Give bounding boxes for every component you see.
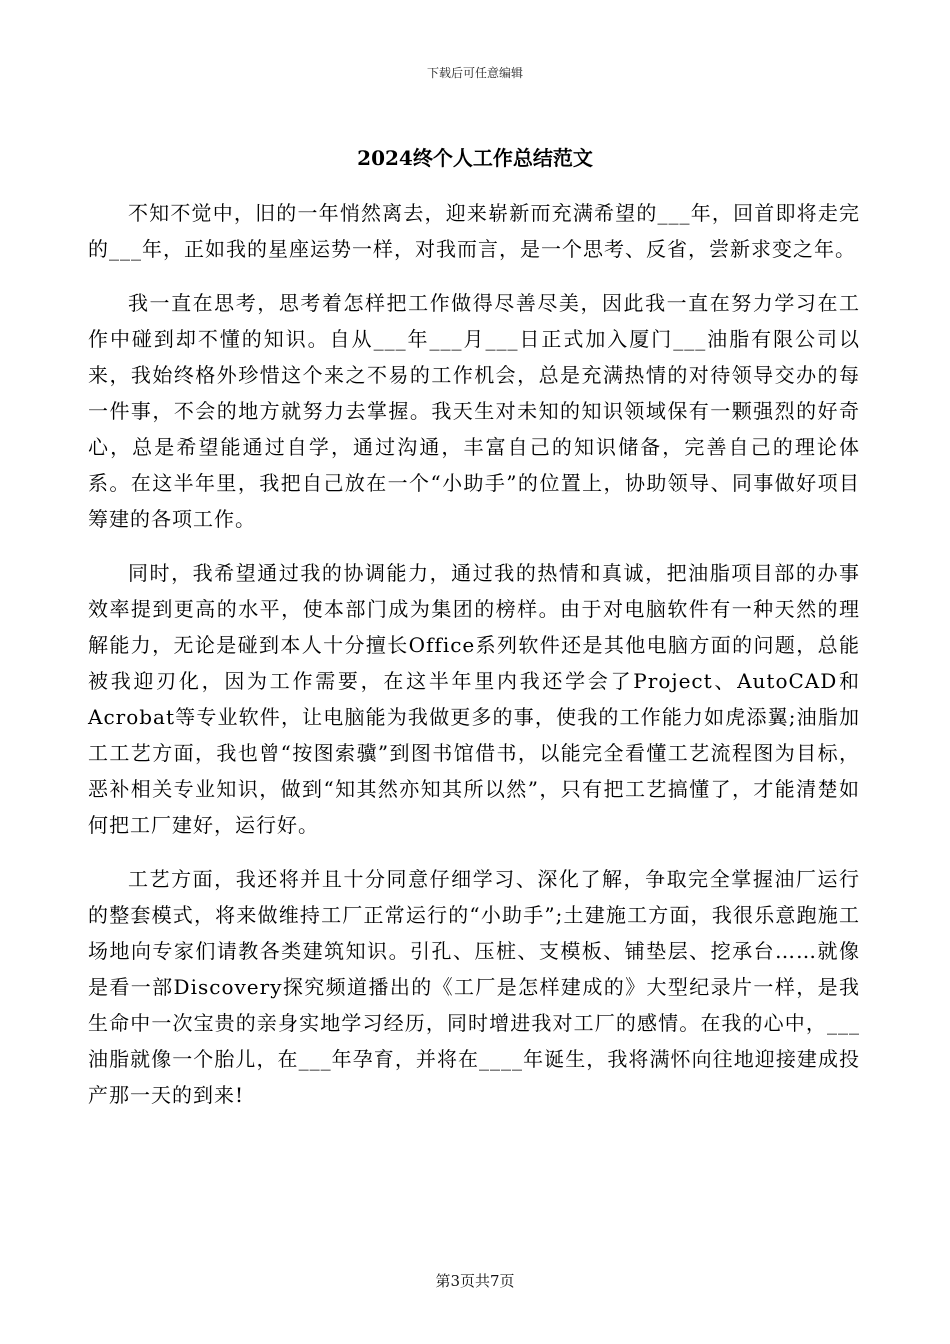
paragraph: 我一直在思考，思考着怎样把工作做得尽善尽美，因此我一直在努力学习在工作中碰到却不懂的知识。自从___年___月___日正式加入厦门___油脂有限公司以来，我始终格外珍惜这个来之不易的工作机会，总是充满热情的对待领导交办的每一件事，不会的地方就努力去掌握。我天生对未知的知识领域保有一颗强烈的好奇心，总是希望能通过自学，通过沟通，丰富自己的知识储备，完善自己的理论体系。在这半年里，我把自己放在一个“小助手”的位置上，协助领导、同事做好项目筹建的各项工作。 [88, 291, 860, 531]
page-number: 第3页共7页 [435, 1272, 515, 1290]
paragraph: 不知不觉中，旧的一年悄然离去，迎来崭新而充满希望的___年，回首即将走完的___年，正如我的星座运势一样，对我而言，是一个思考、反省，尝新求变之年。 [88, 201, 860, 261]
paragraph: 工艺方面，我还将并且十分同意仔细学习、深化了解，争取完全掌握油厂运行的整套模式，将来做维持工厂正常运行的“小助手”;土建施工方面，我很乐意跑施工场地向专家们请教各类建筑知识。引孔、压桩、支模板、铺垫层、挖承台……就像是看一部Discovery探究频道播出的《工厂是怎样建成的》大型纪录片一样，是我生命中一次宝贵的亲身实地学习经历，同时增进我对工厂的感情。在我的心中，___油脂就像一个胎儿，在___年孕育，并将在____年诞生，我将满怀向往地迎接建成投产那一天的到来! [88, 867, 860, 1107]
header-note: 下载后可任意编辑 [426, 66, 523, 80]
document-body [88, 195, 860, 1131]
paragraph: 同时，我希望通过我的协调能力，通过我的热情和真诚，把油脂项目部的办事效率提到更高的水平，使本部门成为集团的榜样。由于对电脑软件有一种天然的理解能力，无论是碰到本人十分擅长Office系列软件还是其他电脑方面的问题，总能被我迎刃化，因为工作需要，在这半年里内我还学会了Project、AutoCAD和Acrobat等专业软件，让电脑能为我做更多的事，使我的工作能力如虎添翼;油脂加工工艺方面，我也曾“按图索骥”到图书馆借书，以能完全看懂工艺流程图为目标，恶补相关专业知识，做到“知其然亦知其所以然”，只有把工艺搞懂了，才能清楚如何把工厂建好，运行好。 [88, 561, 860, 837]
document-title: 2024终个人工作总结范文 [357, 146, 593, 170]
